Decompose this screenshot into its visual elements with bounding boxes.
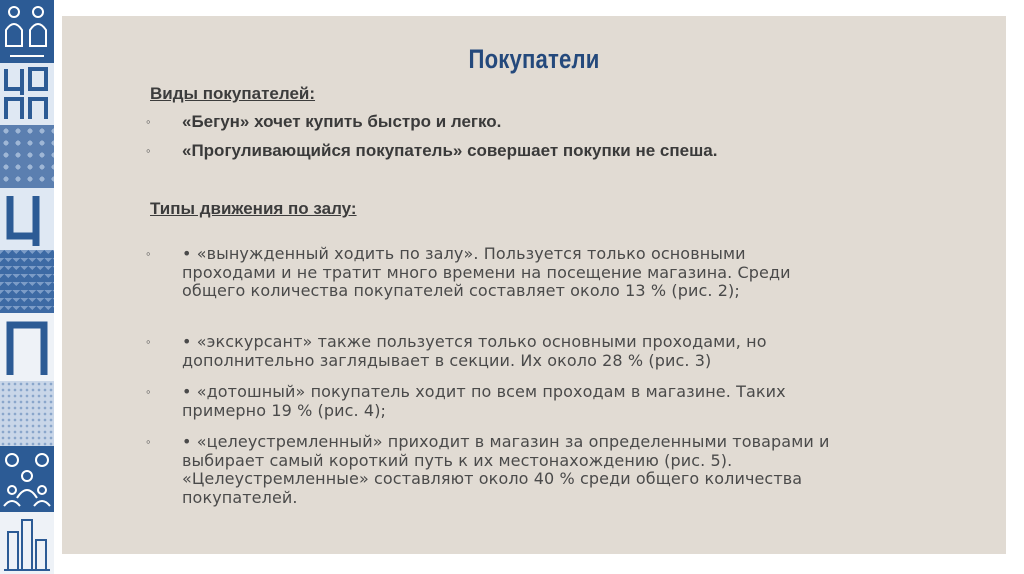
- pattern-tile: [0, 125, 54, 188]
- p-letter-icon: [0, 313, 54, 381]
- slide-title: Покупатели: [468, 44, 600, 74]
- list-item: [146, 433, 842, 507]
- bullet-marker: ◦: [146, 246, 151, 261]
- list-item: [146, 333, 842, 370]
- list-item: [146, 383, 842, 420]
- bullet-marker: ◦: [146, 114, 151, 129]
- list-item-text: «Прогуливающийся покупатель» совершает покупки не спеша.: [182, 141, 718, 160]
- people-gears-icon: [0, 446, 54, 512]
- list-item-text: • «дотошный» покупатель ходит по всем проходам в магазине. Таких примерно 19 % (рис. 4);: [182, 382, 786, 420]
- decorative-sidebar: [0, 0, 54, 574]
- slide-panel: [62, 16, 1006, 554]
- city-icon: [0, 512, 54, 574]
- dot-pattern-tile: [0, 381, 54, 446]
- list-item-text: • «экскурсант» также пользуется только основными проходами, но дополнительно заглядывает в секции. Их около 28 % (рис. 3): [182, 332, 767, 370]
- list-item-text: • «вынужденный ходить по залу». Пользуется только основными проходами и не тратит много времени на посещение магазина. Среди общего количества покупателей составляет около 13 % (рис. 2);: [182, 244, 791, 300]
- bullet-marker: ◦: [146, 334, 151, 349]
- section-heading-buyer-types: Виды покупателей:: [150, 84, 316, 103]
- bullet-marker: ◦: [146, 384, 151, 399]
- list-item: [146, 140, 717, 162]
- section-heading-movement-types: Типы движения по залу:: [150, 199, 357, 218]
- list-item: [146, 245, 842, 301]
- figures-icon: [0, 0, 54, 63]
- bullet-marker: ◦: [146, 434, 151, 449]
- tsopp-letters-icon: [0, 63, 54, 125]
- list-item-text: • «целеустремленный» приходит в магазин за определенными товарами и выбирает самый короткий путь к их местонахождению (рис. 5). «Целеустремленные» составляют около 40 % среди общего количества покупателей.: [182, 432, 830, 507]
- bullet-marker: ◦: [146, 143, 151, 158]
- list-item: [146, 111, 501, 133]
- ts-letter-icon: [0, 188, 54, 250]
- list-item-text: «Бегун» хочет купить быстро и легко.: [182, 112, 502, 131]
- triangle-pattern-tile: [0, 250, 54, 313]
